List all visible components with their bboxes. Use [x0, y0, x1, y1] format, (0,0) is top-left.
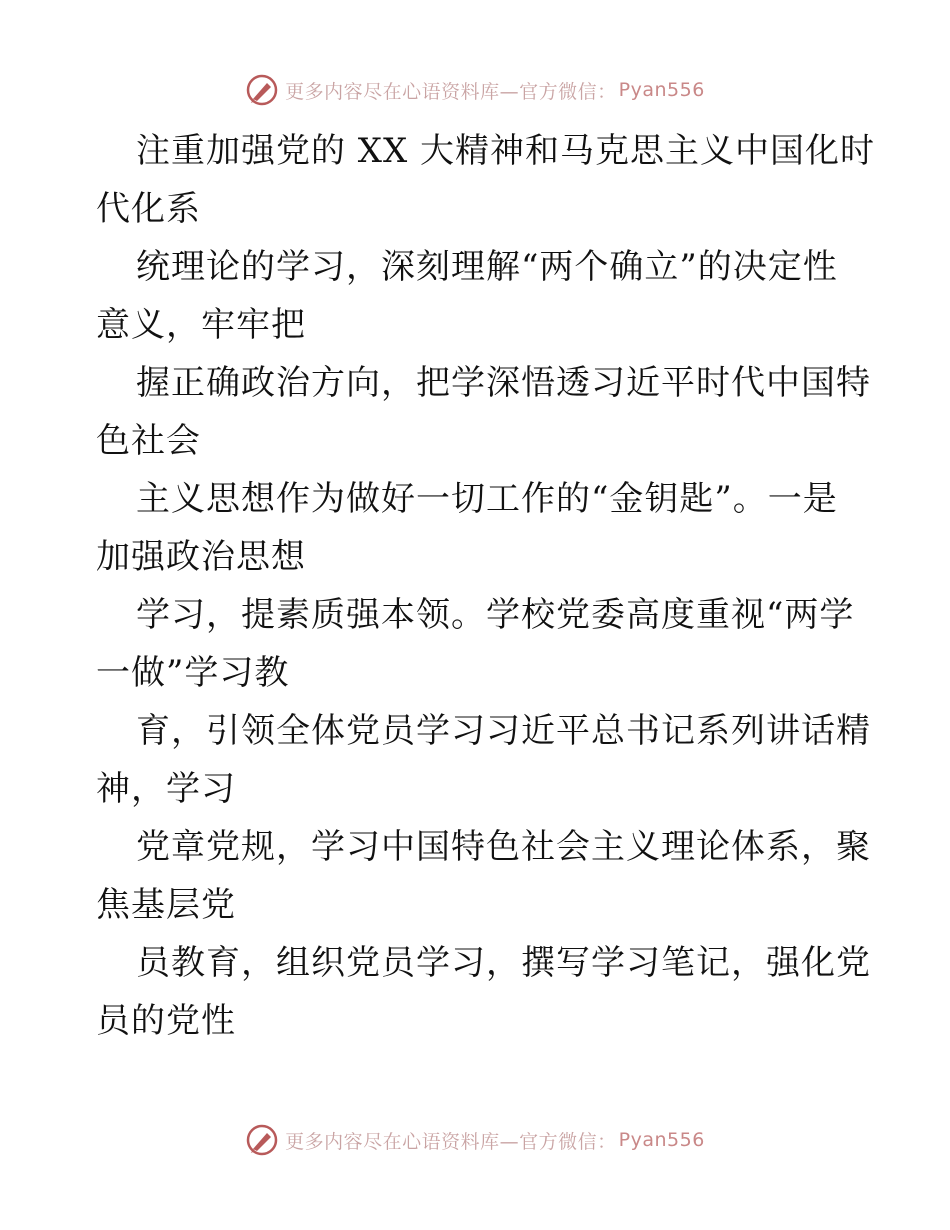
watermark-text: 更多内容尽在心语资料库—官方微信： — [285, 1130, 617, 1153]
paragraph-first-line: 员教育，组织党员学习，撰写学习笔记，强化党 — [136, 943, 871, 983]
paragraph-first-line: 握正确政治方向，把学深悟透习近平时代中国特 — [136, 363, 871, 403]
paragraph — [96, 354, 871, 470]
paragraph-first-line: 主义思想作为做好一切工作的“金钥匙”。一是 — [136, 479, 838, 519]
paragraph-first-line: 学习，提素质强本领。学校党委高度重视“两学 — [136, 595, 855, 635]
pen-logo-icon — [245, 1123, 279, 1157]
paragraph-first-line: 育，引领全体党员学习习近平总书记系列讲话精 — [136, 711, 871, 751]
paragraph-continuation: 一做”学习教 — [96, 653, 290, 693]
footer-watermark — [0, 1120, 950, 1160]
paragraph — [96, 470, 856, 586]
paragraph-first-line: 注重加强党的 XX 大精神和马克思主义中国化时 — [136, 131, 876, 171]
paragraph-continuation: 色社会 — [96, 421, 201, 461]
paragraph — [96, 702, 871, 818]
paragraph — [96, 818, 871, 934]
paragraph-continuation: 代化系 — [96, 189, 201, 229]
paragraph — [96, 122, 876, 238]
pen-logo-icon — [245, 73, 279, 107]
paragraph — [96, 934, 871, 1050]
document-body — [96, 122, 876, 1050]
watermark-text: 更多内容尽在心语资料库—官方微信： — [285, 80, 617, 103]
paragraph-first-line: 党章党规，学习中国特色社会主义理论体系，聚 — [136, 827, 871, 867]
paragraph-continuation: 意义，牢牢把 — [96, 305, 306, 345]
paragraph-continuation: 神，学习 — [96, 769, 236, 809]
paragraph-continuation: 加强政治思想 — [96, 537, 306, 577]
paragraph-continuation: 焦基层党 — [96, 885, 236, 925]
header-watermark — [0, 70, 950, 110]
paragraph — [96, 238, 856, 354]
paragraph — [96, 586, 856, 702]
watermark-handle: Pyan556 — [618, 79, 705, 101]
watermark-handle: Pyan556 — [618, 1129, 705, 1151]
paragraph-first-line: 统理论的学习，深刻理解“两个确立”的决定性 — [136, 247, 838, 287]
paragraph-continuation: 员的党性 — [96, 1001, 236, 1041]
